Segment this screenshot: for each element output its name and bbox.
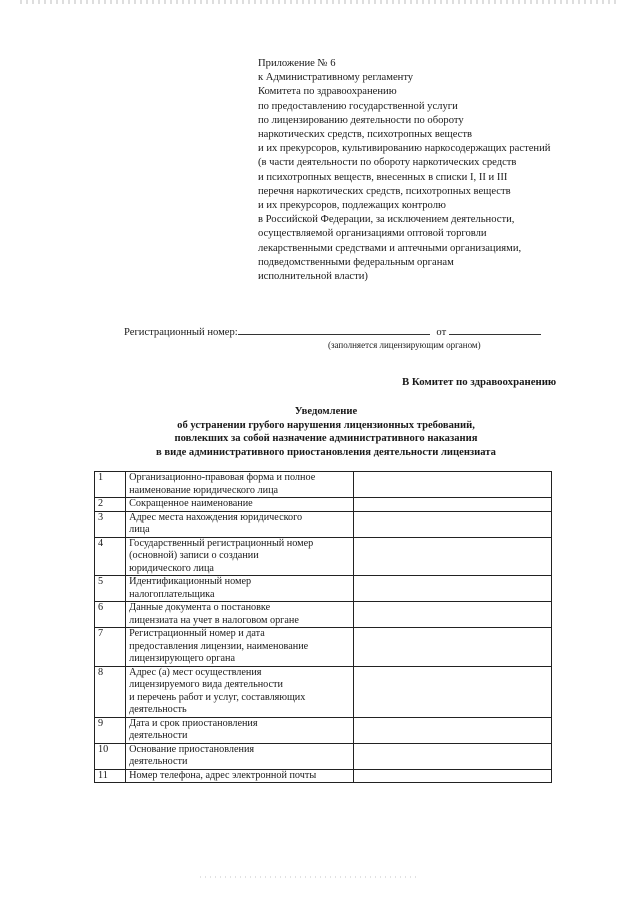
table-row — [95, 576, 552, 602]
row-label — [126, 769, 354, 783]
row-label — [126, 666, 354, 717]
row-label-line: наименование юридического лица — [129, 484, 279, 496]
row-label — [126, 602, 354, 628]
row-value-cell[interactable] — [354, 628, 552, 667]
registration-number-field[interactable] — [238, 324, 430, 335]
addressee: В Комитет по здравоохранению — [402, 376, 557, 388]
row-value-cell[interactable] — [354, 472, 552, 498]
table-row — [95, 511, 552, 537]
scan-artifact-bottom — [200, 876, 420, 878]
row-value-cell[interactable] — [354, 576, 552, 602]
row-label-line: Организационно-правовая форма и полное — [129, 472, 316, 483]
appendix-line: и их прекурсоров, культивированию наркосодержащих растений — [258, 143, 551, 155]
notice-title — [110, 405, 542, 459]
row-number: 2 — [95, 498, 126, 512]
row-label — [126, 743, 354, 769]
row-label-line: Данные документа о постановке — [129, 602, 271, 613]
appendix-line: (в части деятельности по обороту наркотических средств — [258, 157, 517, 169]
registration-label: Регистрационный номер: — [124, 327, 238, 338]
table-row — [95, 472, 552, 498]
row-number: 1 — [95, 472, 126, 498]
registration-date-label: от — [436, 327, 447, 338]
table-row — [95, 498, 552, 512]
row-label — [126, 717, 354, 743]
registration-date-field[interactable] — [449, 324, 541, 335]
appendix-line: и их прекурсоров, подлежащих контролю — [258, 200, 446, 212]
row-label-line: деятельность — [129, 704, 187, 715]
row-value-cell[interactable] — [354, 666, 552, 717]
row-label-line: Идентификационный номер — [129, 576, 252, 587]
row-label-line: юридического лица — [129, 562, 214, 574]
appendix-line: к Административному регламенту — [258, 72, 414, 84]
appendix-line: подведомственными федеральным органам — [258, 256, 454, 268]
appendix-line: по лицензированию деятельности по обороту — [258, 114, 464, 126]
row-label-line: деятельности — [129, 730, 188, 741]
row-label-line: предоставления лицензии, наименование — [129, 640, 309, 652]
row-label — [126, 576, 354, 602]
appendix-line: исполнительной власти) — [258, 271, 368, 283]
title-line: повлекших за собой назначение административного наказания — [174, 433, 478, 444]
row-value-cell[interactable] — [354, 511, 552, 537]
row-number: 10 — [95, 743, 126, 769]
row-label-line: Основание приостановления — [129, 743, 255, 755]
table-row — [95, 602, 552, 628]
row-value-cell[interactable] — [354, 717, 552, 743]
table-row — [95, 537, 552, 576]
row-label — [126, 537, 354, 576]
table-row — [95, 666, 552, 717]
row-number: 9 — [95, 717, 126, 743]
appendix-line: по предоставлению государственной услуги — [258, 100, 458, 112]
registration-note: (заполняется лицензирующим органом) — [328, 340, 481, 350]
row-label-line: Адрес места нахождения юридического — [129, 511, 303, 523]
title-line: об устранении грубого нарушения лицензионных требований, — [177, 419, 475, 431]
appendix-line: наркотических средств, психотропных веществ — [258, 129, 473, 141]
row-label — [126, 628, 354, 667]
row-value-cell[interactable] — [354, 743, 552, 769]
row-number: 11 — [95, 769, 126, 783]
row-label-line: Дата и срок приостановления — [129, 717, 258, 729]
row-label-line: (основной) записи о создании — [129, 550, 259, 561]
row-label-line: Номер телефона, адрес электронной почты — [129, 769, 317, 781]
row-number: 5 — [95, 576, 126, 602]
row-number: 4 — [95, 537, 126, 576]
row-label-line: Адрес (а) мест осуществления — [129, 666, 262, 678]
row-number: 3 — [95, 511, 126, 537]
appendix-header — [258, 57, 618, 284]
table-row — [95, 628, 552, 667]
row-value-cell[interactable] — [354, 602, 552, 628]
row-label-line: деятельности — [129, 756, 188, 767]
appendix-line: лекарственными средствами и аптечными организациями, — [258, 242, 522, 254]
row-value-cell[interactable] — [354, 537, 552, 576]
row-label — [126, 472, 354, 498]
row-label-line: лицензируемого вида деятельности — [129, 679, 283, 690]
appendix-line: и психотропных веществ, внесенных в списки I, II и III — [258, 171, 508, 183]
appendix-line: в Российской Федерации, за исключением деятельности, — [258, 214, 515, 226]
row-label-line: Сокращенное наименование — [129, 498, 253, 509]
row-label — [126, 511, 354, 537]
row-number: 6 — [95, 602, 126, 628]
appendix-line: Приложение № 6 — [258, 58, 336, 69]
table-row — [95, 743, 552, 769]
row-label-line: и перечень работ и услуг, составляющих — [129, 691, 306, 703]
row-label — [126, 498, 354, 512]
row-value-cell[interactable] — [354, 769, 552, 783]
notice-form-table — [94, 471, 552, 783]
row-label-line: Регистрационный номер и дата — [129, 628, 265, 639]
row-number: 8 — [95, 666, 126, 717]
title-line: в виде административного приостановления деятельности лицензиата — [156, 446, 496, 458]
row-label-line: лицензирующего органа — [129, 653, 236, 664]
title-line: Уведомление — [294, 406, 358, 417]
table-row — [95, 769, 552, 783]
row-label-line: налогоплательщика — [129, 588, 215, 600]
row-value-cell[interactable] — [354, 498, 552, 512]
registration-line — [124, 324, 594, 340]
row-number: 7 — [95, 628, 126, 667]
table-row — [95, 717, 552, 743]
row-label-line: лицензиата на учет в налоговом органе — [129, 614, 299, 626]
scan-artifact-top — [20, 0, 620, 4]
row-label-line: Государственный регистрационный номер — [129, 537, 314, 549]
appendix-line: осуществляемой организациями оптовой торговли — [258, 228, 487, 240]
appendix-line: Комитета по здравоохранению — [258, 86, 397, 98]
row-label-line: лица — [129, 524, 150, 535]
appendix-line: перечня наркотических средств, психотропных веществ — [258, 185, 511, 197]
